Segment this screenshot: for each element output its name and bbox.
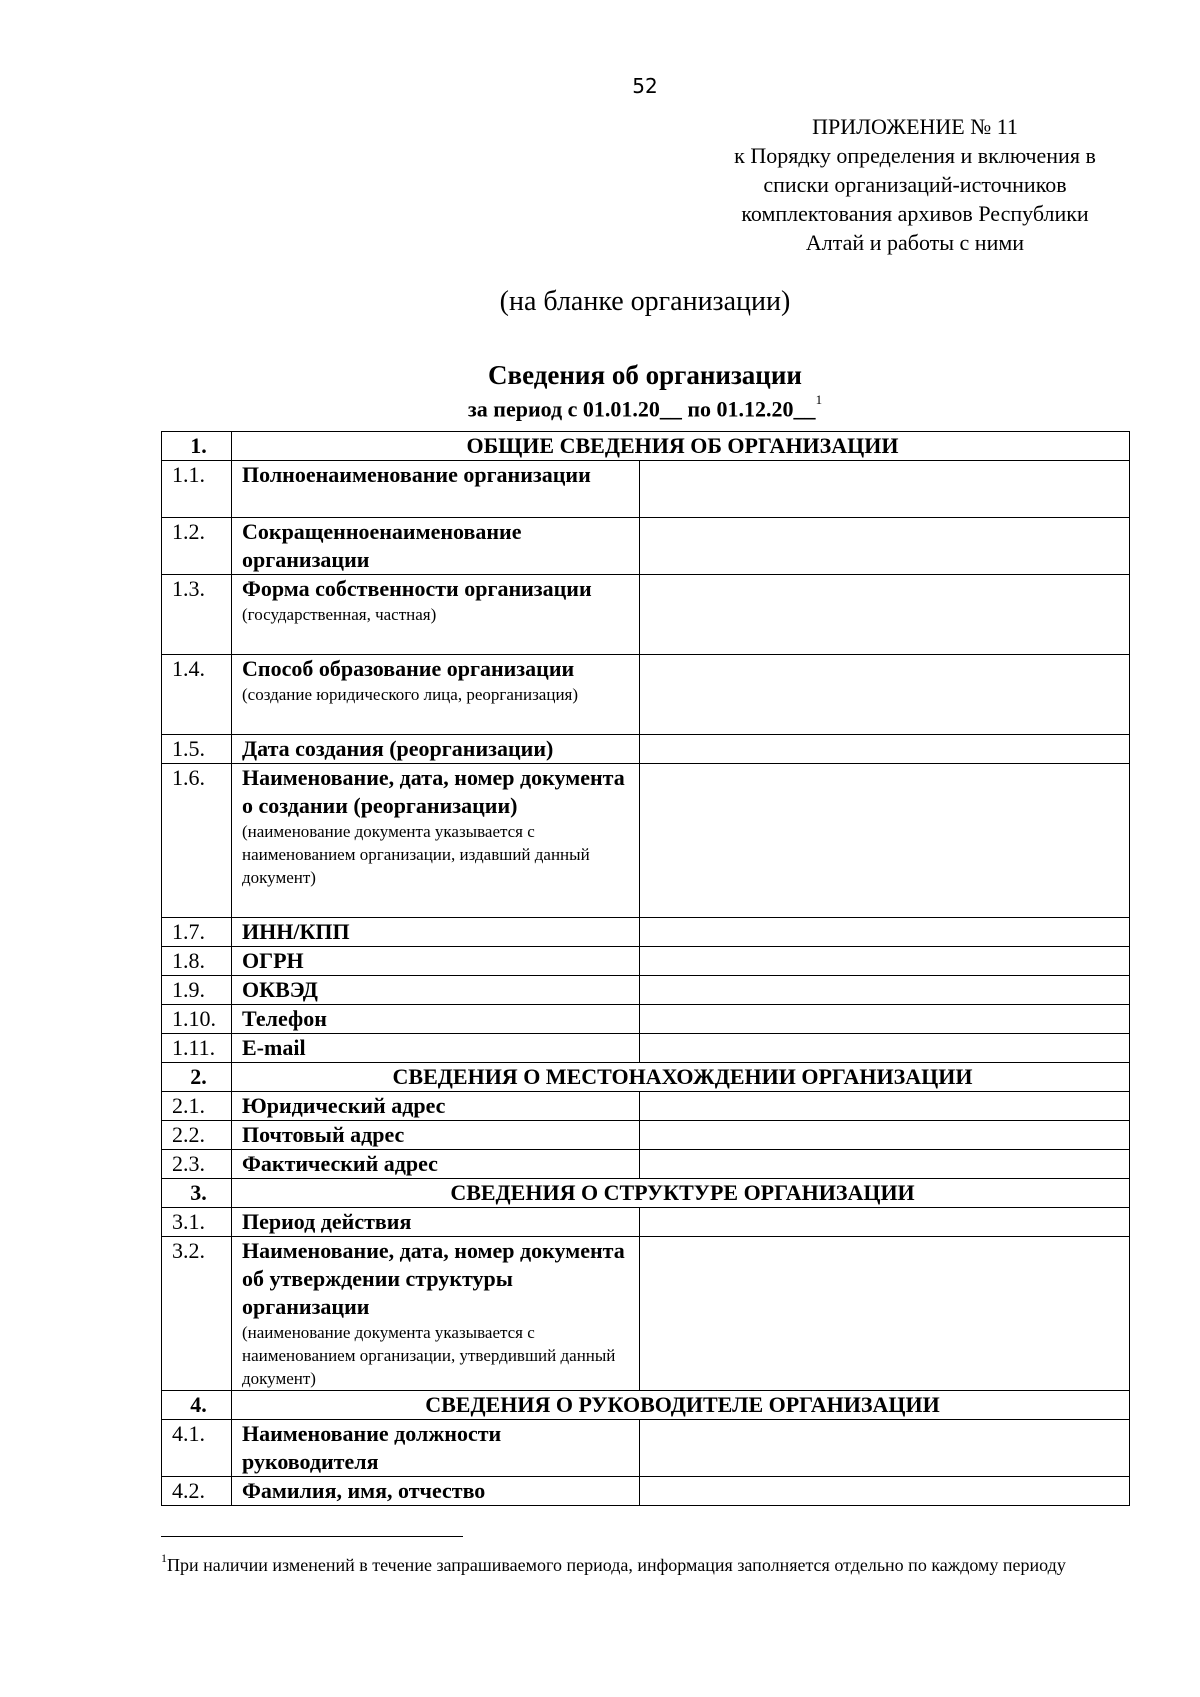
row-label-text: Наименование, дата, номер документа об утверждении структуры организации	[242, 1238, 625, 1319]
section-number: 4.	[162, 1391, 232, 1420]
appendix-line: списки организаций-источников	[763, 172, 1067, 197]
row-label-text: E-mail	[242, 1035, 306, 1060]
row-number: 1.1.	[162, 461, 232, 518]
row-label-text: ОГРН	[242, 948, 304, 973]
row-label	[232, 1237, 640, 1391]
row-number: 2.3.	[162, 1150, 232, 1179]
row-hint: (наименование документа указывается с наименованием организации, утвердивший данный документ)	[242, 1323, 616, 1388]
table-row	[162, 1208, 1130, 1237]
row-value-field[interactable]	[640, 1092, 1130, 1121]
row-number: 1.11.	[162, 1034, 232, 1063]
row-value-field[interactable]	[640, 575, 1130, 655]
blank-note: (на бланке организации)	[499, 286, 791, 317]
row-value-field[interactable]	[640, 655, 1130, 735]
appendix-line: к Порядку определения и включения в	[734, 143, 1096, 168]
document-title: Сведения об организации	[488, 360, 802, 390]
table-row	[162, 518, 1130, 575]
section-header	[162, 1063, 1130, 1092]
row-number: 2.1.	[162, 1092, 232, 1121]
row-label-text: Телефон	[242, 1006, 327, 1031]
row-value-field[interactable]	[640, 1121, 1130, 1150]
row-number: 3.2.	[162, 1237, 232, 1391]
appendix-line: комплектования архивов Республики	[741, 201, 1089, 226]
section-title: СВЕДЕНИЯ О РУКОВОДИТЕЛЕ ОРГАНИЗАЦИИ	[232, 1391, 1130, 1420]
section-number: 3.	[162, 1179, 232, 1208]
row-label-text: Фамилия, имя, отчество	[242, 1478, 486, 1503]
row-value-field[interactable]	[640, 976, 1130, 1005]
table-row	[162, 655, 1130, 735]
row-number: 1.5.	[162, 735, 232, 764]
table-row	[162, 1150, 1130, 1179]
row-value-field[interactable]	[640, 1150, 1130, 1179]
row-number: 1.3.	[162, 575, 232, 655]
row-label	[232, 1121, 640, 1150]
row-label	[232, 1150, 640, 1179]
row-label-text: Почтовый адрес	[242, 1122, 405, 1147]
table-row	[162, 764, 1130, 918]
row-label	[232, 764, 640, 918]
row-label	[232, 518, 640, 575]
row-label	[232, 655, 640, 735]
row-number: 4.1.	[162, 1420, 232, 1477]
row-label	[232, 1208, 640, 1237]
table-row	[162, 947, 1130, 976]
table-row	[162, 1237, 1130, 1391]
row-value-field[interactable]	[640, 461, 1130, 518]
table-row	[162, 1034, 1130, 1063]
table-row	[162, 976, 1130, 1005]
row-label-text: Период действия	[242, 1209, 412, 1234]
row-value-field[interactable]	[640, 1208, 1130, 1237]
row-number: 4.2.	[162, 1477, 232, 1506]
table-row	[162, 461, 1130, 518]
row-number: 1.7.	[162, 918, 232, 947]
row-number: 1.4.	[162, 655, 232, 735]
row-label	[232, 1477, 640, 1506]
row-value-field[interactable]	[640, 1034, 1130, 1063]
period-text: за период с 01.01.20__ по 01.12.20__	[467, 396, 816, 422]
row-number: 1.10.	[162, 1005, 232, 1034]
table-row	[162, 1121, 1130, 1150]
row-label	[232, 918, 640, 947]
table-row	[162, 735, 1130, 764]
section-title: СВЕДЕНИЯ О МЕСТОНАХОЖДЕНИИ ОРГАНИЗАЦИИ	[232, 1063, 1130, 1092]
section-header	[162, 432, 1130, 461]
row-label-text: Наименование должности руководителя	[242, 1421, 502, 1474]
row-label-text: ИНН/КПП	[242, 919, 350, 944]
row-number: 1.6.	[162, 764, 232, 918]
table-row	[162, 1420, 1130, 1477]
table-row	[162, 1092, 1130, 1121]
row-label	[232, 1034, 640, 1063]
footnote-divider	[161, 1536, 463, 1537]
footnote-text: При наличии изменений в течение запрашиваемого периода, информация заполняется отдельно по каждому периоду	[167, 1555, 1066, 1575]
row-label	[232, 461, 640, 518]
row-label-text: Сокращенноенаименование организации	[242, 519, 522, 572]
row-label-text: Форма собственности организации	[242, 576, 592, 601]
table-row	[162, 1477, 1130, 1506]
row-label	[232, 735, 640, 764]
row-label	[232, 1092, 640, 1121]
row-label-text: Фактический адрес	[242, 1151, 438, 1176]
row-label	[232, 947, 640, 976]
row-number: 1.8.	[162, 947, 232, 976]
row-value-field[interactable]	[640, 918, 1130, 947]
row-number: 2.2.	[162, 1121, 232, 1150]
row-value-field[interactable]	[640, 947, 1130, 976]
section-title: ОБЩИЕ СВЕДЕНИЯ ОБ ОРГАНИЗАЦИИ	[232, 432, 1130, 461]
row-number: 1.9.	[162, 976, 232, 1005]
row-label-text: Способ образование организации	[242, 656, 575, 681]
row-value-field[interactable]	[640, 735, 1130, 764]
row-label	[232, 1005, 640, 1034]
section-number: 2.	[162, 1063, 232, 1092]
row-label-text: Дата создания (реорганизации)	[242, 736, 554, 761]
row-label-text: Юридический адрес	[242, 1093, 446, 1118]
section-title: СВЕДЕНИЯ О СТРУКТУРЕ ОРГАНИЗАЦИИ	[232, 1179, 1130, 1208]
row-label-text: Полноенаименование организации	[242, 462, 591, 487]
section-header	[162, 1179, 1130, 1208]
row-value-field[interactable]	[640, 1420, 1130, 1477]
section-header	[162, 1391, 1130, 1420]
row-label	[232, 1420, 640, 1477]
row-label-text: Наименование, дата, номер документа о создании (реорганизации)	[242, 765, 625, 818]
row-value-field[interactable]	[640, 1237, 1130, 1391]
section-number: 1.	[162, 432, 232, 461]
organization-info-table	[161, 431, 1130, 1506]
table-row	[162, 1005, 1130, 1034]
footnote	[161, 1548, 1129, 1577]
row-value-field[interactable]	[640, 518, 1130, 575]
row-hint: (государственная, частная)	[242, 605, 437, 624]
table-row	[162, 918, 1130, 947]
row-value-field[interactable]	[640, 764, 1130, 918]
row-label-text: ОКВЭД	[242, 977, 318, 1002]
page-number: 52	[632, 74, 658, 98]
row-hint: (наименование документа указывается с наименованием организации, издавший данный документ)	[242, 822, 590, 887]
footnote-mark: 1	[161, 1551, 167, 1565]
appendix-line: ПРИЛОЖЕНИЕ № 11	[812, 114, 1018, 139]
row-label	[232, 575, 640, 655]
row-number: 1.2.	[162, 518, 232, 575]
table-row	[162, 575, 1130, 655]
row-value-field[interactable]	[640, 1477, 1130, 1506]
row-number: 3.1.	[162, 1208, 232, 1237]
row-hint: (создание юридического лица, реорганизация)	[242, 685, 579, 704]
footnote-ref: 1	[815, 392, 823, 407]
document-period	[0, 392, 1200, 422]
row-value-field[interactable]	[640, 1005, 1130, 1034]
appendix-line: Алтай и работы с ними	[805, 230, 1025, 255]
appendix-block	[700, 112, 1130, 257]
row-label	[232, 976, 640, 1005]
